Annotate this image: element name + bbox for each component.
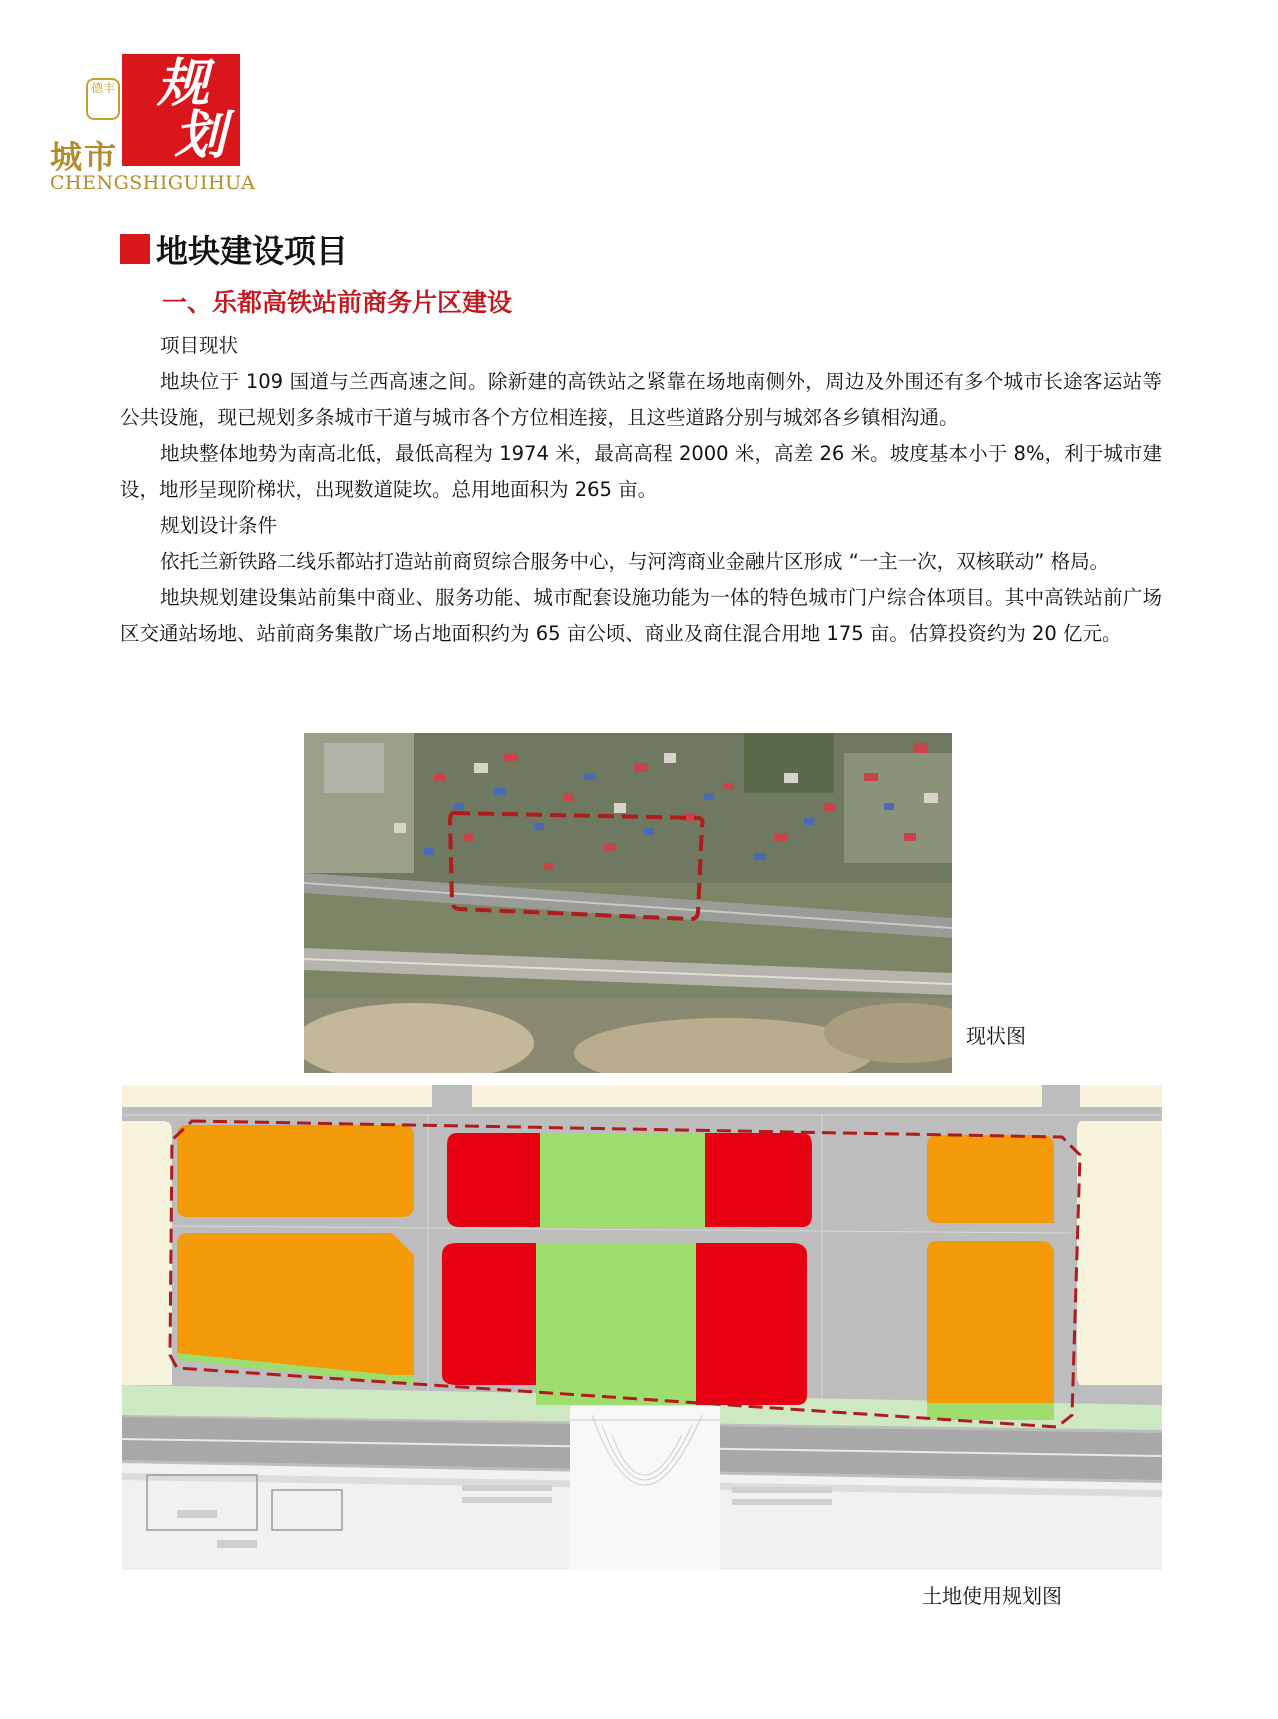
section-title-text: 地块建设项目 [156, 232, 349, 270]
caption-satellite: 现状图 [966, 1024, 1026, 1048]
paragraph-positioning: 依托兰新铁路二线乐都站打造站前商贸综合服务中心，与河湾商业金融片区形成 “一主一次，双核联动” 格局。 [160, 550, 1110, 573]
logo-seal: 德丰 [86, 78, 120, 120]
logo-red-text-1: 规 [156, 53, 205, 114]
logo [50, 52, 280, 197]
label-planning-conditions: 规划设计条件 [160, 514, 278, 537]
satellite-image [304, 733, 952, 1073]
section-title-square-icon [120, 234, 150, 264]
logo-pinyin-text: CHENGSHIGUIHUA [50, 172, 256, 194]
paragraph-construction: 地块规划建设集站前集中商业、服务功能、城市配套设施功能为一体的特色城市门户综合体项目。其中高铁站前广场区交通站场地、站前商务集散广场占地面积约为 65 亩公顷、商业及商住混合用地 175 亩。估算投资约为 20 亿元。 [120, 586, 1162, 645]
section-title [120, 226, 348, 272]
caption-land-use-plan: 土地使用规划图 [922, 1584, 1062, 1608]
land-use-plan-image [122, 1085, 1162, 1570]
logo-city-text: 城市 [50, 138, 119, 176]
sub-title: 一、乐都高铁站前商务片区建设 [162, 288, 513, 317]
logo-red-text-2: 划 [173, 105, 222, 166]
logo-red-block [122, 54, 240, 166]
body-text [120, 328, 1162, 652]
label-project-status: 项目现状 [160, 334, 239, 357]
paragraph-terrain: 地块整体地势为南高北低，最低高程为 1974 米，最高高程 2000 米，高差 26 米。坡度基本小于 8%，利于城市建设，地形呈现阶梯状，出现数道陡坎。总用地面积为 265 亩。 [120, 442, 1162, 501]
paragraph-location: 地块位于 109 国道与兰西高速之间。除新建的高铁站之紧靠在场地南侧外，周边及外围还有多个城市长途客运站等公共设施，现已规划多条城市干道与城市各个方位相连接，且这些道路分别与城郊各乡镇相沟通。 [120, 370, 1162, 429]
